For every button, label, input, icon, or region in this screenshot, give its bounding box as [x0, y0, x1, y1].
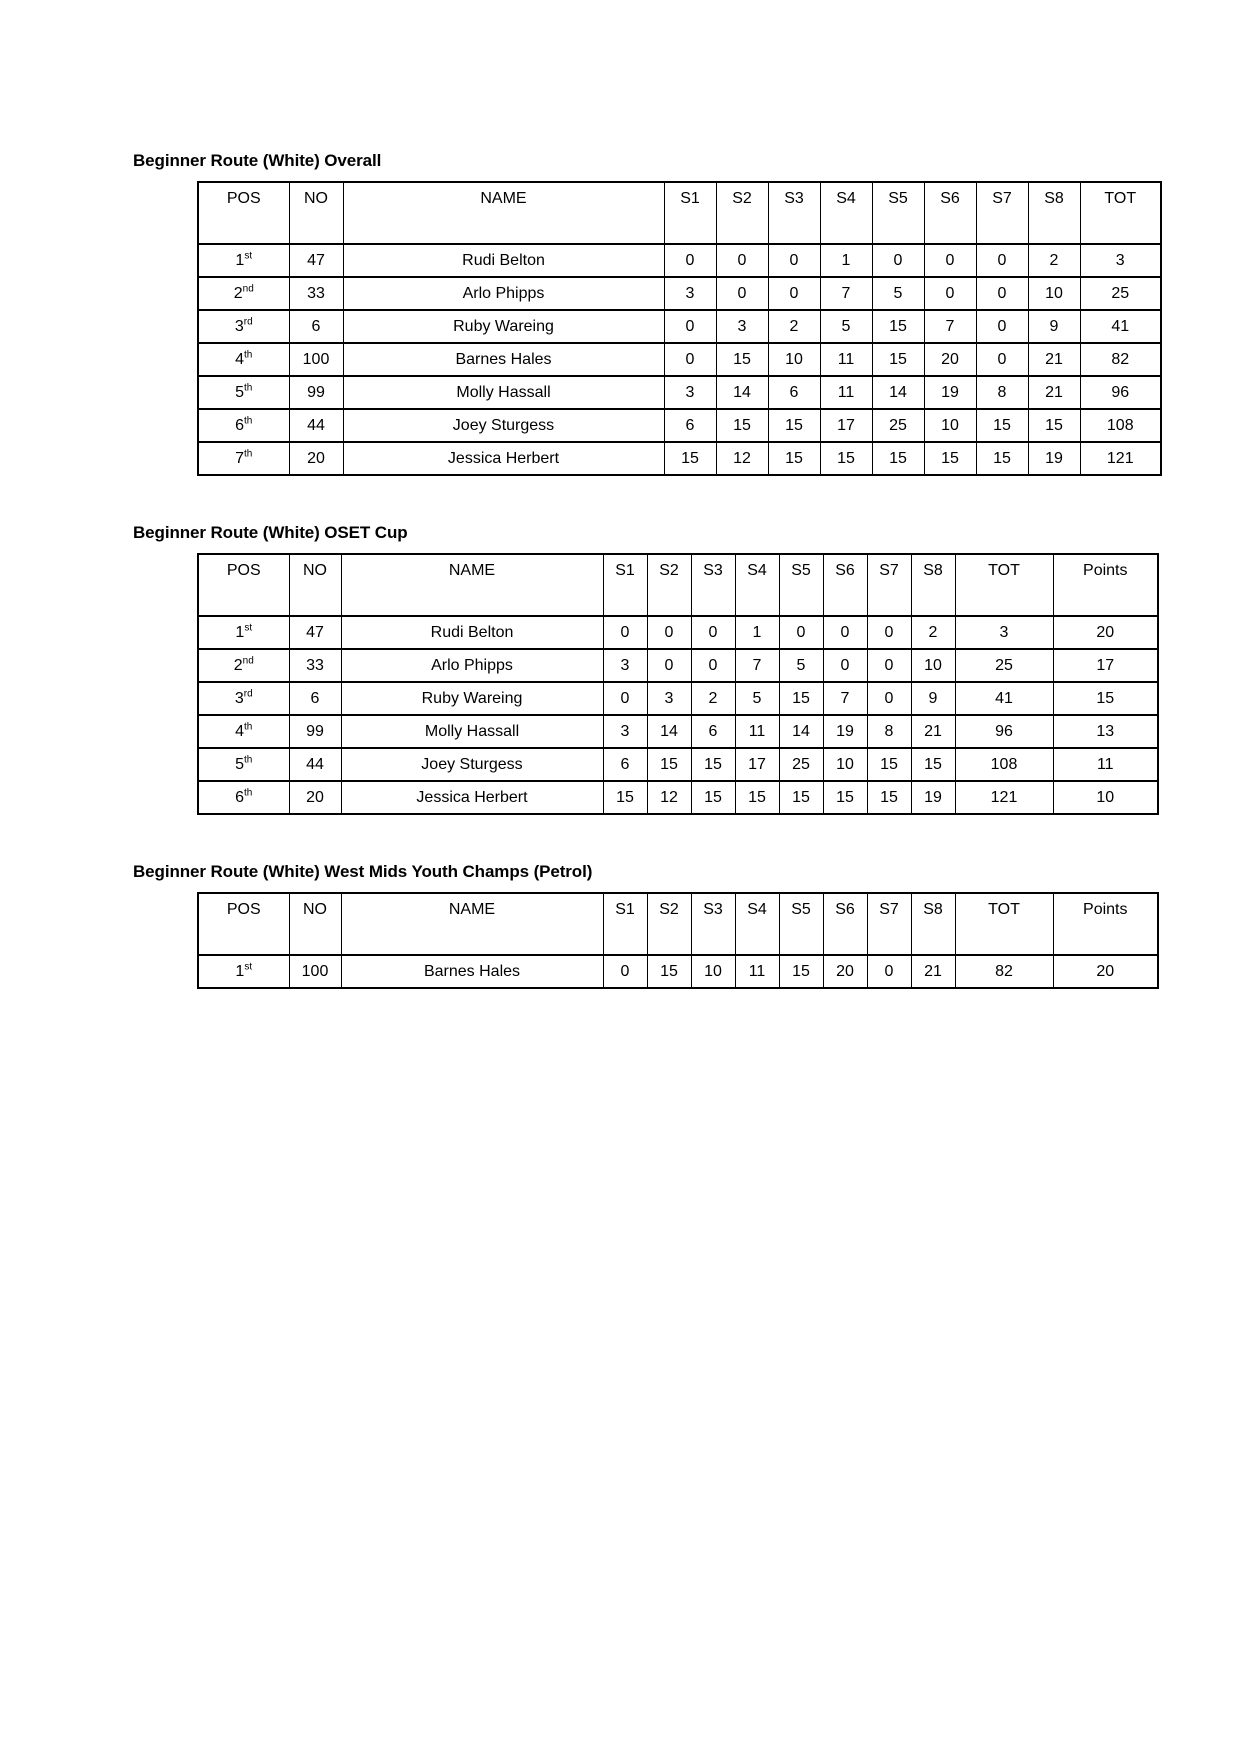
score-cell-s4: 7 [735, 649, 779, 682]
rider-name-cell: Jessica Herbert [341, 781, 603, 814]
score-cell-s4: 17 [820, 409, 872, 442]
column-header-s5: S5 [872, 182, 924, 244]
score-cell-s7: 0 [867, 649, 911, 682]
pos-cell: 3rd [198, 682, 289, 715]
score-cell-s1: 3 [603, 715, 647, 748]
table-row [198, 442, 1161, 475]
score-cell-s8: 15 [911, 748, 955, 781]
score-cell-s2: 15 [647, 955, 691, 988]
total-cell: 108 [1080, 409, 1161, 442]
score-cell-s7: 15 [867, 748, 911, 781]
score-cell-s5: 14 [779, 715, 823, 748]
points-cell: 15 [1053, 682, 1158, 715]
score-cell-s1: 0 [664, 244, 716, 277]
score-cell-s2: 0 [647, 649, 691, 682]
points-cell: 17 [1053, 649, 1158, 682]
total-cell: 41 [955, 682, 1053, 715]
rider-name-cell: Joey Sturgess [343, 409, 664, 442]
ordinal-suffix: st [244, 622, 253, 634]
ordinal-suffix: rd [243, 316, 253, 328]
score-cell-s5: 25 [779, 748, 823, 781]
header-row [198, 182, 1161, 244]
score-cell-s8: 10 [1028, 277, 1080, 310]
score-cell-s7: 8 [976, 376, 1028, 409]
rider-number-cell: 6 [289, 310, 343, 343]
ordinal-suffix: rd [243, 688, 253, 700]
ordinal-suffix: nd [242, 283, 254, 295]
score-cell-s3: 6 [691, 715, 735, 748]
score-cell-s1: 3 [603, 649, 647, 682]
rider-number-cell: 100 [289, 343, 343, 376]
column-header-name: NAME [343, 182, 664, 244]
score-cell-s6: 19 [823, 715, 867, 748]
score-cell-s8: 9 [911, 682, 955, 715]
column-header-tot: TOT [1080, 182, 1161, 244]
score-cell-s2: 15 [647, 748, 691, 781]
pos-cell: 2nd [198, 649, 289, 682]
total-cell: 25 [955, 649, 1053, 682]
score-cell-s8: 19 [1028, 442, 1080, 475]
column-header-s2: S2 [647, 893, 691, 955]
score-cell-s1: 0 [664, 343, 716, 376]
rider-number-cell: 33 [289, 277, 343, 310]
score-cell-s2: 0 [647, 616, 691, 649]
table-row [198, 409, 1161, 442]
score-cell-s6: 0 [823, 616, 867, 649]
score-cell-s5: 15 [872, 310, 924, 343]
score-cell-s7: 15 [867, 781, 911, 814]
score-cell-s2: 15 [716, 343, 768, 376]
score-cell-s4: 1 [820, 244, 872, 277]
pos-cell: 7th [198, 442, 289, 475]
score-cell-s6: 0 [924, 277, 976, 310]
table-row [198, 682, 1158, 715]
score-cell-s8: 21 [911, 715, 955, 748]
total-cell: 3 [955, 616, 1053, 649]
score-cell-s6: 20 [823, 955, 867, 988]
ordinal-suffix: th [244, 448, 253, 460]
table-row [198, 616, 1158, 649]
score-cell-s7: 0 [976, 310, 1028, 343]
column-header-name: NAME [341, 554, 603, 616]
total-cell: 121 [955, 781, 1053, 814]
total-cell: 82 [955, 955, 1053, 988]
score-cell-s1: 6 [664, 409, 716, 442]
section-title-overall: Beginner Route (White) Overall [133, 151, 382, 170]
score-cell-s4: 1 [735, 616, 779, 649]
rider-name-cell: Molly Hassall [343, 376, 664, 409]
total-cell: 108 [955, 748, 1053, 781]
score-cell-s3: 10 [768, 343, 820, 376]
score-cell-s8: 21 [911, 955, 955, 988]
column-header-s7: S7 [867, 554, 911, 616]
score-cell-s6: 7 [924, 310, 976, 343]
pos-cell: 6th [198, 781, 289, 814]
column-header-s7: S7 [867, 893, 911, 955]
total-cell: 121 [1080, 442, 1161, 475]
column-header-tot: TOT [955, 554, 1053, 616]
score-cell-s3: 2 [691, 682, 735, 715]
score-cell-s4: 11 [820, 376, 872, 409]
total-cell: 3 [1080, 244, 1161, 277]
column-header-s2: S2 [647, 554, 691, 616]
table-row [198, 748, 1158, 781]
column-header-s7: S7 [976, 182, 1028, 244]
rider-name-cell: Jessica Herbert [343, 442, 664, 475]
pos-cell: 2nd [198, 277, 289, 310]
column-header-pos: POS [198, 182, 289, 244]
score-cell-s2: 12 [647, 781, 691, 814]
column-header-s4: S4 [820, 182, 872, 244]
score-cell-s5: 5 [779, 649, 823, 682]
column-header-s5: S5 [779, 893, 823, 955]
rider-number-cell: 33 [289, 649, 341, 682]
points-cell: 20 [1053, 955, 1158, 988]
rider-number-cell: 47 [289, 244, 343, 277]
score-cell-s7: 15 [976, 442, 1028, 475]
overall-results-table [197, 181, 1162, 476]
table-row [198, 244, 1161, 277]
column-header-s4: S4 [735, 554, 779, 616]
rider-name-cell: Barnes Hales [343, 343, 664, 376]
rider-name-cell: Joey Sturgess [341, 748, 603, 781]
column-header-s1: S1 [664, 182, 716, 244]
score-cell-s2: 14 [716, 376, 768, 409]
score-cell-s7: 15 [976, 409, 1028, 442]
score-cell-s4: 11 [820, 343, 872, 376]
score-cell-s3: 0 [691, 616, 735, 649]
score-cell-s6: 0 [924, 244, 976, 277]
score-cell-s1: 3 [664, 376, 716, 409]
score-cell-s3: 10 [691, 955, 735, 988]
section-overall [133, 150, 1240, 476]
points-cell: 11 [1053, 748, 1158, 781]
rider-number-cell: 47 [289, 616, 341, 649]
column-header-s3: S3 [691, 893, 735, 955]
score-cell-s8: 2 [911, 616, 955, 649]
points-cell: 20 [1053, 616, 1158, 649]
column-header-name: NAME [341, 893, 603, 955]
score-cell-s8: 19 [911, 781, 955, 814]
total-cell: 96 [1080, 376, 1161, 409]
score-cell-s3: 15 [768, 442, 820, 475]
column-header-s6: S6 [823, 893, 867, 955]
score-cell-s8: 2 [1028, 244, 1080, 277]
pos-cell: 5th [198, 376, 289, 409]
score-cell-s8: 21 [1028, 376, 1080, 409]
pos-cell: 1st [198, 616, 289, 649]
column-header-pos: POS [198, 893, 289, 955]
score-cell-s3: 15 [768, 409, 820, 442]
score-cell-s2: 3 [716, 310, 768, 343]
score-cell-s8: 9 [1028, 310, 1080, 343]
score-cell-s1: 6 [603, 748, 647, 781]
pos-cell: 3rd [198, 310, 289, 343]
column-header-s4: S4 [735, 893, 779, 955]
rider-number-cell: 20 [289, 442, 343, 475]
score-cell-s4: 7 [820, 277, 872, 310]
score-cell-s8: 15 [1028, 409, 1080, 442]
pos-cell: 1st [198, 244, 289, 277]
rider-number-cell: 99 [289, 715, 341, 748]
score-cell-s8: 21 [1028, 343, 1080, 376]
rider-number-cell: 6 [289, 682, 341, 715]
score-cell-s1: 15 [603, 781, 647, 814]
score-cell-s6: 15 [823, 781, 867, 814]
score-cell-s3: 0 [768, 244, 820, 277]
score-cell-s4: 5 [735, 682, 779, 715]
score-cell-s6: 19 [924, 376, 976, 409]
score-cell-s7: 0 [867, 682, 911, 715]
table-row [198, 277, 1161, 310]
ordinal-suffix: th [244, 349, 253, 361]
total-cell: 41 [1080, 310, 1161, 343]
column-header-tot: TOT [955, 893, 1053, 955]
score-cell-s1: 3 [664, 277, 716, 310]
score-cell-s4: 17 [735, 748, 779, 781]
score-cell-s8: 10 [911, 649, 955, 682]
score-cell-s6: 10 [823, 748, 867, 781]
score-cell-s7: 0 [976, 277, 1028, 310]
total-cell: 25 [1080, 277, 1161, 310]
score-cell-s2: 3 [647, 682, 691, 715]
rider-name-cell: Ruby Wareing [341, 682, 603, 715]
column-header-s6: S6 [823, 554, 867, 616]
west-mids-results-table [197, 892, 1159, 989]
score-cell-s1: 0 [603, 682, 647, 715]
score-cell-s6: 20 [924, 343, 976, 376]
ordinal-suffix: nd [242, 655, 254, 667]
pos-cell: 1st [198, 955, 289, 988]
rider-name-cell: Arlo Phipps [341, 649, 603, 682]
score-cell-s6: 10 [924, 409, 976, 442]
score-cell-s4: 11 [735, 715, 779, 748]
rider-number-cell: 44 [289, 748, 341, 781]
oset-cup-results-table [197, 553, 1159, 815]
column-header-s6: S6 [924, 182, 976, 244]
score-cell-s2: 0 [716, 277, 768, 310]
rider-name-cell: Barnes Hales [341, 955, 603, 988]
score-cell-s1: 0 [603, 616, 647, 649]
column-header-s1: S1 [603, 893, 647, 955]
score-cell-s3: 2 [768, 310, 820, 343]
column-header-s3: S3 [768, 182, 820, 244]
score-cell-s3: 15 [691, 748, 735, 781]
rider-number-cell: 100 [289, 955, 341, 988]
table-row [198, 715, 1158, 748]
score-cell-s4: 11 [735, 955, 779, 988]
score-cell-s5: 0 [872, 244, 924, 277]
pos-cell: 5th [198, 748, 289, 781]
column-header-s8: S8 [1028, 182, 1080, 244]
score-cell-s3: 6 [768, 376, 820, 409]
total-cell: 82 [1080, 343, 1161, 376]
column-header-points: Points [1053, 554, 1158, 616]
column-header-points: Points [1053, 893, 1158, 955]
score-cell-s3: 0 [768, 277, 820, 310]
score-cell-s2: 0 [716, 244, 768, 277]
column-header-pos: POS [198, 554, 289, 616]
score-cell-s7: 0 [867, 955, 911, 988]
score-cell-s4: 15 [735, 781, 779, 814]
score-cell-s6: 7 [823, 682, 867, 715]
table-row [198, 649, 1158, 682]
score-cell-s5: 5 [872, 277, 924, 310]
table-row [198, 955, 1158, 988]
score-cell-s5: 15 [872, 442, 924, 475]
section-title-west-mids: Beginner Route (White) West Mids Youth Champs (Petrol) [133, 862, 593, 881]
score-cell-s5: 14 [872, 376, 924, 409]
column-header-s1: S1 [603, 554, 647, 616]
header-row [198, 554, 1158, 616]
rider-name-cell: Rudi Belton [343, 244, 664, 277]
ordinal-suffix: th [244, 787, 253, 799]
ordinal-suffix: th [244, 721, 253, 733]
score-cell-s5: 15 [779, 955, 823, 988]
header-row [198, 893, 1158, 955]
score-cell-s5: 0 [779, 616, 823, 649]
rider-name-cell: Arlo Phipps [343, 277, 664, 310]
rider-number-cell: 99 [289, 376, 343, 409]
table-row [198, 376, 1161, 409]
rider-number-cell: 44 [289, 409, 343, 442]
score-cell-s6: 0 [823, 649, 867, 682]
score-cell-s7: 8 [867, 715, 911, 748]
points-cell: 13 [1053, 715, 1158, 748]
pos-cell: 4th [198, 715, 289, 748]
score-cell-s3: 0 [691, 649, 735, 682]
rider-name-cell: Ruby Wareing [343, 310, 664, 343]
score-cell-s7: 0 [867, 616, 911, 649]
ordinal-suffix: th [244, 754, 253, 766]
column-header-s8: S8 [911, 893, 955, 955]
score-cell-s1: 0 [664, 310, 716, 343]
score-cell-s2: 12 [716, 442, 768, 475]
points-cell: 10 [1053, 781, 1158, 814]
rider-name-cell: Molly Hassall [341, 715, 603, 748]
total-cell: 96 [955, 715, 1053, 748]
ordinal-suffix: st [244, 961, 253, 973]
pos-cell: 6th [198, 409, 289, 442]
column-header-s5: S5 [779, 554, 823, 616]
column-header-no: NO [289, 893, 341, 955]
table-row [198, 310, 1161, 343]
score-cell-s1: 15 [664, 442, 716, 475]
pos-cell: 4th [198, 343, 289, 376]
column-header-s3: S3 [691, 554, 735, 616]
rider-number-cell: 20 [289, 781, 341, 814]
score-cell-s6: 15 [924, 442, 976, 475]
score-cell-s1: 0 [603, 955, 647, 988]
column-header-s2: S2 [716, 182, 768, 244]
table-row [198, 343, 1161, 376]
column-header-no: NO [289, 554, 341, 616]
score-cell-s5: 15 [779, 781, 823, 814]
table-row [198, 781, 1158, 814]
score-cell-s5: 15 [779, 682, 823, 715]
score-cell-s2: 15 [716, 409, 768, 442]
score-cell-s7: 0 [976, 343, 1028, 376]
section-oset-cup [133, 522, 1240, 815]
score-cell-s5: 15 [872, 343, 924, 376]
score-cell-s2: 14 [647, 715, 691, 748]
score-cell-s4: 5 [820, 310, 872, 343]
ordinal-suffix: th [244, 415, 253, 427]
score-cell-s3: 15 [691, 781, 735, 814]
ordinal-suffix: th [244, 382, 253, 394]
section-west-mids [133, 861, 1240, 989]
column-header-s8: S8 [911, 554, 955, 616]
score-cell-s4: 15 [820, 442, 872, 475]
score-cell-s7: 0 [976, 244, 1028, 277]
score-cell-s5: 25 [872, 409, 924, 442]
rider-name-cell: Rudi Belton [341, 616, 603, 649]
section-title-oset-cup: Beginner Route (White) OSET Cup [133, 523, 408, 542]
column-header-no: NO [289, 182, 343, 244]
ordinal-suffix: st [244, 250, 253, 262]
